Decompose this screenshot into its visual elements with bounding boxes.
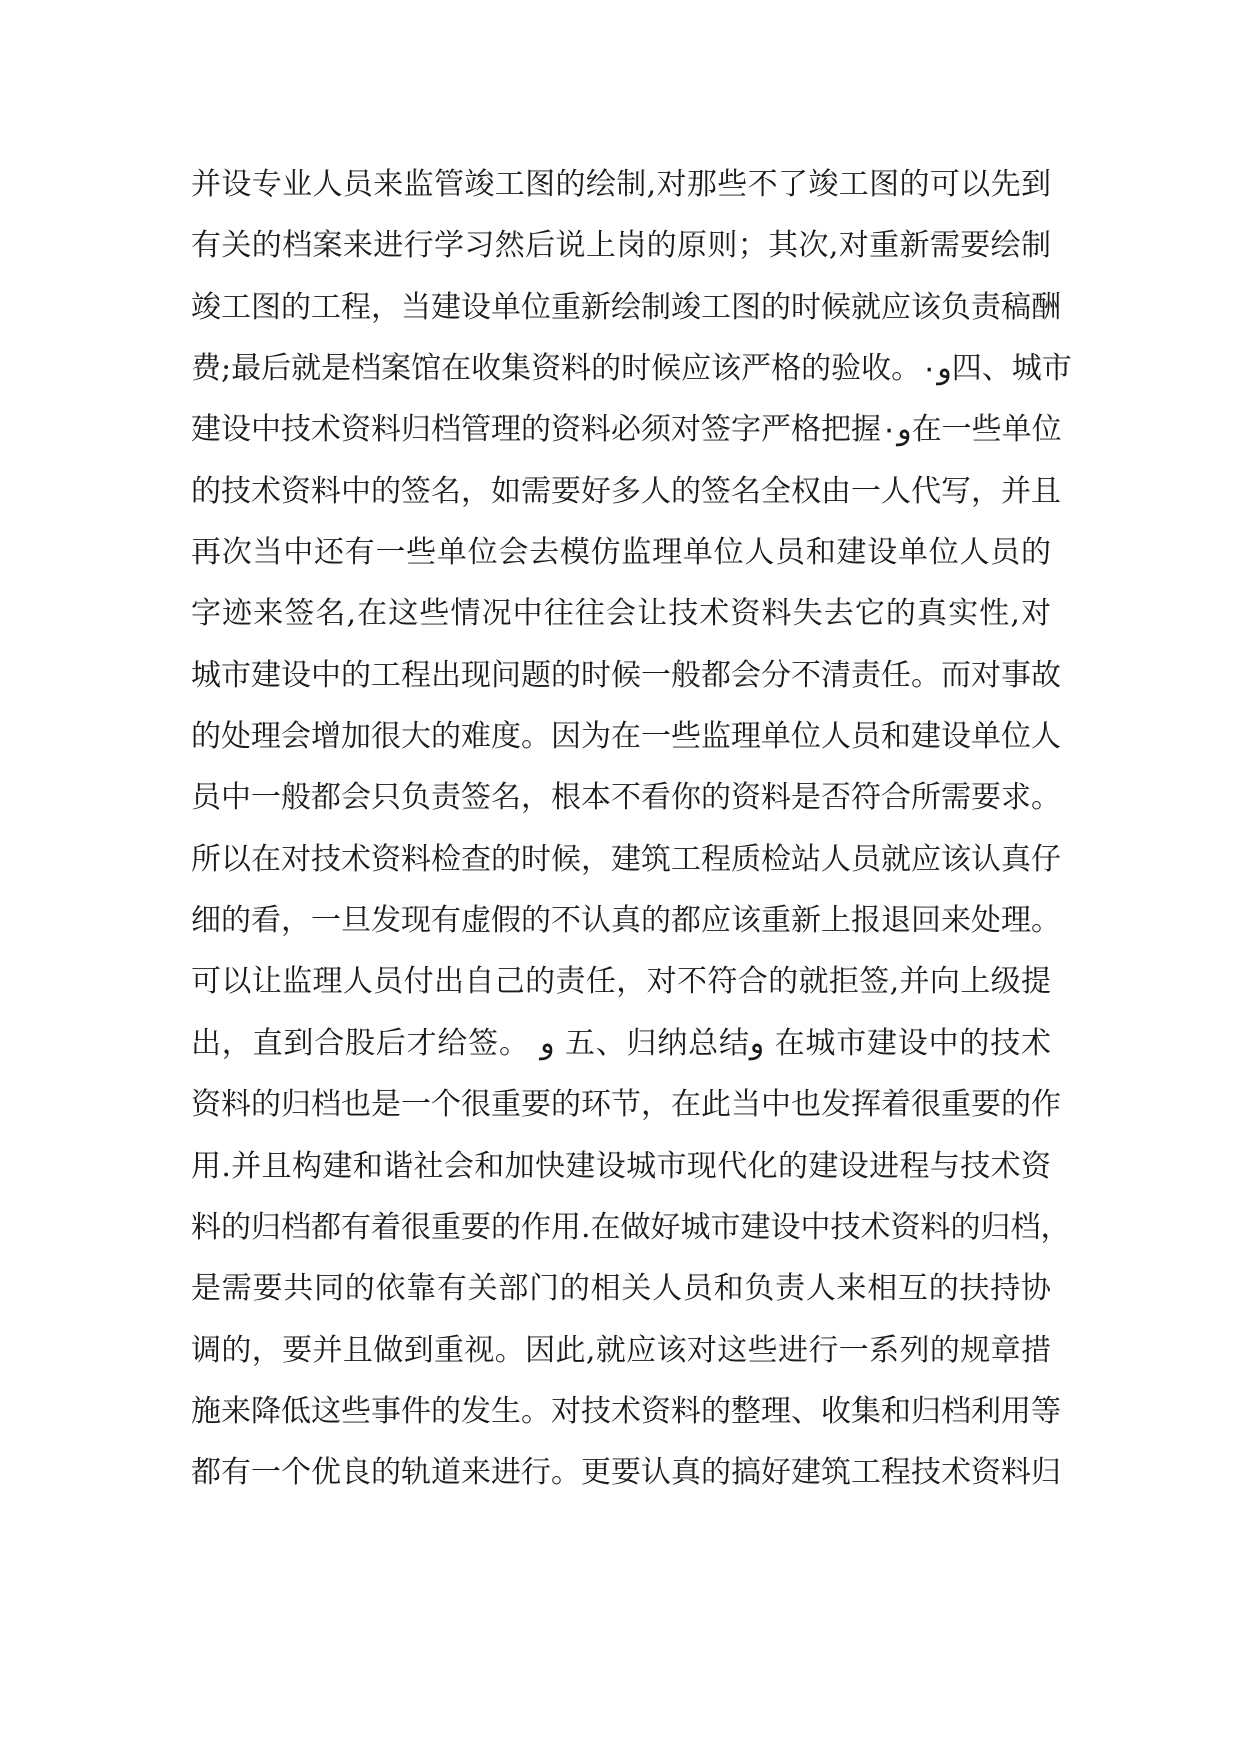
text-line: 的技术资料中的签名，如需要好多人的签名全权由一人代写，并且 — [191, 473, 1061, 509]
text-line: 调的，要并且做到重视。因此,就应该对这些进行一系列的规章措 — [191, 1332, 1051, 1368]
text-line: 都有一个优良的轨道来进行。更要认真的搞好建筑工程技术资料归 — [191, 1455, 1061, 1491]
text-line: 费;最后就是档案馆在收集资料的时候应该严格的验收。و٠四、城市 — [191, 351, 1072, 387]
text-line: 的处理会增加很大的难度。因为在一些监理单位人员和建设单位人 — [191, 719, 1061, 755]
body-text — [191, 160, 1072, 1510]
text-line: 字迹来签名,在这些情况中往往会让技术资料失去它的真实性,对 — [191, 596, 1051, 632]
text-line: 城市建设中的工程出现问题的时候一般都会分不清责任。而对事故 — [191, 657, 1061, 693]
text-line: 资料的归档也是一个很重要的环节，在此当中也发挥着很重要的作 — [191, 1087, 1061, 1123]
text-line: 用.并且构建和谐社会和加快建设城市现代化的建设进程与技术资 — [191, 1148, 1051, 1184]
text-line: 所以在对技术资料检查的时候，建筑工程质检站人员就应该认真仔 — [191, 841, 1061, 877]
text-line: 有关的档案来进行学习然后说上岗的原则；其次,对重新需要绘制 — [191, 228, 1051, 264]
text-line: 可以让监理人员付出自己的责任，对不符合的就拒签,并向上级提 — [191, 964, 1051, 1000]
text-line: 出，直到合股后才给签。 و 五、归纳总结و 在城市建设中的技术 — [191, 1025, 1051, 1061]
text-line: 再次当中还有一些单位会去模仿监理单位人员和建设单位人员的 — [191, 535, 1051, 571]
text-line: 施来降低这些事件的发生。对技术资料的整理、收集和归档利用等 — [191, 1393, 1061, 1429]
text-line: 员中一般都会只负责签名，根本不看你的资料是否符合所需要求。 — [191, 780, 1061, 816]
text-line: 并设专业人员来监管竣工图的绘制,对那些不了竣工图的可以先到 — [191, 167, 1051, 202]
text-line: 是需要共同的依靠有关部门的相关人员和负责人来相互的扶持协 — [191, 1271, 1051, 1307]
text-line: 料的归档都有着很重要的作用.在做好城市建设中技术资料的归档， — [191, 1209, 1071, 1245]
text-line: 竣工图的工程，当建设单位重新绘制竣工图的时候就应该负责稿酬 — [191, 289, 1061, 325]
text-line: 细的看，一旦发现有虚假的不认真的都应该重新上报退回来处理。 — [191, 903, 1061, 939]
text-line: 建设中技术资料归档管理的资料必须对签字严格把握و٠在一些单位 — [191, 412, 1062, 448]
